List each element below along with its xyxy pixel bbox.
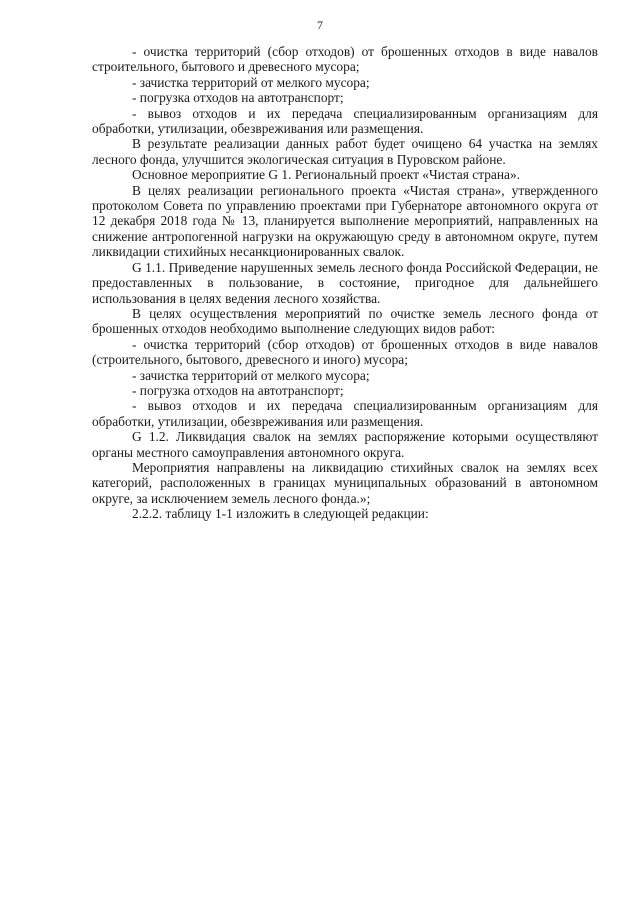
- paragraph-item: - очистка территорий (сбор отходов) от брошенных отходов в виде навалов (строительного, бытового, древесного и иного) мусора;: [92, 336, 598, 368]
- paragraph-item: - погрузка отходов на автотранспорт;: [132, 90, 344, 106]
- paragraph-item: G 1.1. Приведение нарушенных земель лесного фонда Российской Федерации, не предоставленных в пользование, в состояние, пригодное для дальнейшего использования в целях ведения лесного хозяйства.: [92, 259, 598, 306]
- paragraph-item: В целях осуществления мероприятий по очистке земель лесного фонда от брошенных отходов необходимо выполнение следующих видов работ:: [92, 305, 598, 337]
- paragraph-item: Основное мероприятие G 1. Региональный проект «Чистая страна».: [132, 167, 521, 183]
- paragraph-item: 2.2.2. таблицу 1-1 изложить в следующей редакции:: [132, 506, 429, 522]
- document-body: [92, 44, 598, 522]
- paragraph-item: В целях реализации регионального проекта «Чистая страна», утвержденного протоколом Совета по управлению проектами при Губернаторе автономного округа от 12 декабря 2018 года № 13, планируется выполнение мероприятий, направленных на снижение антропогенной нагрузки на окружающую среду в автономном округе, путем ликвидации стихийных несанкционированных свалок.: [92, 182, 598, 260]
- paragraph-item: - погрузка отходов на автотранспорт;: [132, 382, 344, 398]
- paragraph-item: - вывоз отходов и их передача специализированным организациям для обработки, утилизации, обезвреживания или размещения.: [92, 105, 598, 137]
- paragraph-item: - зачистка территорий от мелкого мусора;: [132, 367, 370, 383]
- paragraph-item: - вывоз отходов и их передача специализированным организациям для обработки, утилизации, обезвреживания или размещения.: [92, 398, 598, 429]
- page-number: 7: [317, 18, 323, 32]
- paragraph-item: Мероприятия направлены на ликвидацию стихийных свалок на землях всех категорий, расположенных в границах муниципальных образований в автономном округе, за исключением земель лесного фонда.»;: [92, 459, 598, 506]
- paragraph-item: - очистка территорий (сбор отходов) от брошенных отходов в виде навалов строительного, бытового и древесного мусора;: [92, 44, 598, 75]
- paragraph-item: - зачистка территорий от мелкого мусора;: [132, 74, 370, 90]
- paragraph-item: G 1.2. Ликвидация свалок на землях распоряжение которыми осуществляют органы местного самоуправления автономного округа.: [92, 429, 598, 460]
- paragraph-item: В результате реализации данных работ будет очищено 64 участка на землях лесного фонда, улучшится экологическая ситуация в Пуровском районе.: [92, 136, 598, 167]
